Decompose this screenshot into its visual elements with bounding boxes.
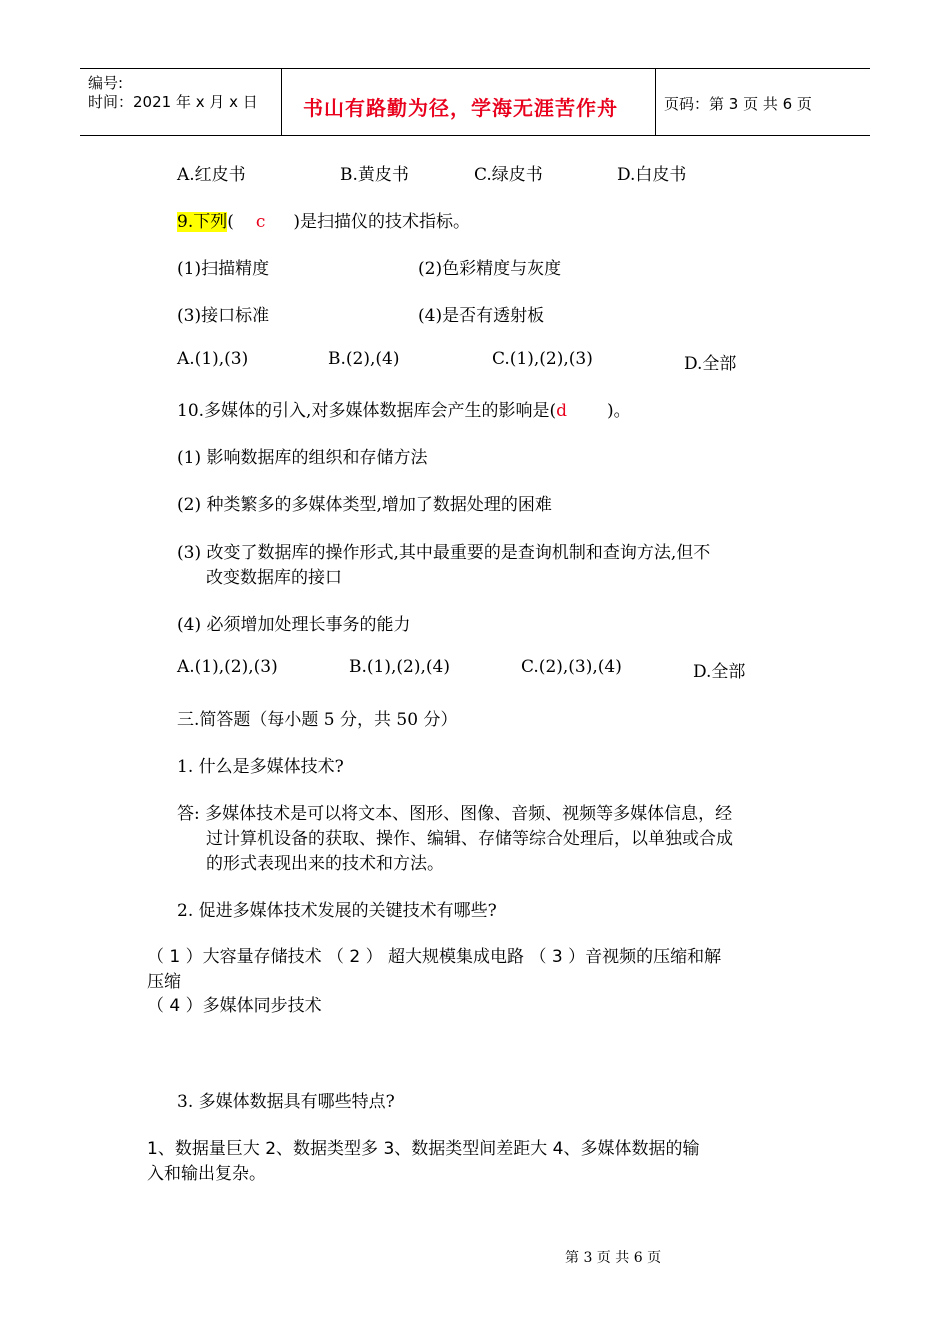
q8-option-b: B.黄皮书	[340, 165, 409, 185]
footer-page-number: 第 3 页 共 6 页	[565, 1250, 662, 1266]
q10-item-3: (3) 改变了数据库的操作形式,其中最重要的是查询机制和查询方法,但不	[177, 543, 711, 563]
q9-stem-rest: )是扫描仪的技术指标。	[293, 212, 471, 232]
q9-stem	[177, 207, 470, 232]
q10-item-3-continued: 改变数据库的接口	[206, 568, 342, 588]
section3-q1: 1. 什么是多媒体技术?	[177, 757, 344, 777]
q9-open-paren: (	[227, 212, 234, 232]
section3-a2-line-2: 压缩	[147, 972, 181, 992]
section3-a2-line-1: （ 1 ）大容量存储技术 （ 2 ） 超大规模集成电路 （ 3 ）音视频的压缩和解	[147, 947, 722, 967]
q9-option-c: C.(1),(2),(3)	[492, 349, 593, 369]
q9-option-a: A.(1),(3)	[177, 349, 249, 369]
header-divider-right	[655, 68, 656, 136]
q10-answer: d	[556, 401, 567, 421]
q10-option-a: A.(1),(2),(3)	[177, 657, 278, 677]
q9-item-3: (3)接口标准	[177, 306, 270, 326]
q10-stem-close: )。	[606, 401, 631, 421]
section3-a2-line-3: （ 4 ）多媒体同步技术	[147, 996, 322, 1016]
section3-q3: 3. 多媒体数据具有哪些特点?	[177, 1092, 395, 1112]
q9-item-4: (4)是否有透射板	[418, 306, 545, 326]
header-time-label: 时间：2021 年 x 月 x 日	[88, 93, 258, 111]
q10-item-1: (1) 影响数据库的组织和存储方法	[177, 448, 428, 468]
q10-stem-text: 10.多媒体的引入,对多媒体数据库会产生的影响是(	[177, 401, 557, 421]
header-id-label: 编号:	[88, 74, 124, 92]
q10-option-d: D.全部	[693, 662, 746, 682]
q10-option-c: C.(2),(3),(4)	[521, 657, 622, 677]
section3-q2: 2. 促进多媒体技术发展的关键技术有哪些?	[177, 901, 497, 921]
section3-title: 三.简答题（每小题 5 分，共 50 分）	[177, 710, 458, 730]
section3-a3-line-2: 入和输出复杂。	[147, 1164, 266, 1184]
header-motto: 书山有路勤为径，学海无涯苦作舟	[303, 96, 618, 120]
q10-item-2: (2) 种类繁多的多媒体类型,增加了数据处理的困难	[177, 495, 552, 515]
section3-a1-line-1: 答: 多媒体技术是可以将文本、图形、图像、音频、视频等多媒体信息，经	[177, 804, 733, 824]
q8-option-c: C.绿皮书	[474, 165, 543, 185]
q9-option-d: D.全部	[684, 354, 737, 374]
q10-stem	[177, 396, 631, 421]
section3-a1-line-3: 的形式表现出来的技术和方法。	[206, 854, 444, 874]
q10-item-4: (4) 必须增加处理长事务的能力	[177, 615, 411, 635]
q9-option-b: B.(2),(4)	[328, 349, 400, 369]
header-page-label: 页码：第 3 页 共 6 页	[664, 95, 812, 113]
q9-answer: c	[255, 212, 266, 232]
header-bottom-border	[80, 135, 870, 136]
q8-option-a: A.红皮书	[177, 165, 246, 185]
q9-item-2: (2)色彩精度与灰度	[418, 259, 562, 279]
q9-item-1: (1)扫描精度	[177, 259, 270, 279]
q8-option-d: D.白皮书	[617, 165, 687, 185]
section3-a1-line-2: 过计算机设备的获取、操作、编辑、存储等综合处理后，以单独或合成	[206, 829, 733, 849]
section3-a3-line-1: 1、数据量巨大 2、数据类型多 3、数据类型间差距大 4、多媒体数据的输	[147, 1139, 700, 1159]
header-top-border	[80, 68, 870, 69]
q9-number-highlight: 9.下列	[177, 212, 228, 232]
q10-option-b: B.(1),(2),(4)	[349, 657, 450, 677]
header-divider-left	[281, 68, 282, 136]
